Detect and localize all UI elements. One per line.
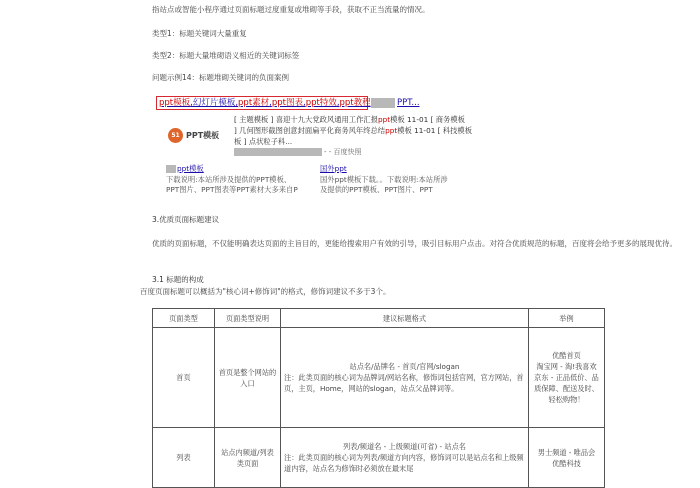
cell-page-type: 列表 xyxy=(153,428,215,488)
table-row xyxy=(153,328,605,428)
cell-title-format xyxy=(281,328,529,428)
site-logo xyxy=(168,126,230,146)
example-item: 京东 - 正品低价、品质保障、配送及时、轻松购物！ xyxy=(534,373,599,404)
table-header-row xyxy=(153,309,605,328)
cell-page-type: 首页 xyxy=(153,328,215,428)
type2-line: 类型2：标题大量堆砌语义相近的关键词标签 xyxy=(152,51,300,60)
sub-result-left-line: PPT图片、PPT图表等PPT素材大多来自P xyxy=(166,185,298,194)
logo-text: PPT模板 xyxy=(186,131,220,140)
sub-result-left-line: 下载说明:本站所涉及提供的PPT模板、 xyxy=(166,174,292,184)
cell-example xyxy=(529,328,605,428)
cell-page-desc: 首页是整个网站的入口 xyxy=(215,328,281,428)
section3-heading: 3.优质页面标题建议 xyxy=(152,215,220,224)
sub-result-left-link[interactable]: ppt模板 xyxy=(177,164,204,173)
section31-paragraph: 百度页面标题可以概括为"核心词+修饰词"的格式，修饰词建议不多于3个。 xyxy=(140,287,391,296)
table-header: 举例 xyxy=(529,309,605,328)
example-label: 问题示例14：标题堆砌关键词的负面案例 xyxy=(152,73,290,82)
example-item: 男士频道 - 唯品会 xyxy=(537,447,596,457)
cell-example xyxy=(529,428,605,488)
format-note: 注：此类页面的核心词为品牌词/网站名称，修饰词包括官网，官方网站，首页，主页，Home，网站的slogan，站点父品牌词等。 xyxy=(284,373,524,393)
sub-result-right xyxy=(320,164,448,196)
example-item: 优酷科技 xyxy=(552,458,581,468)
format-note: 注：此类页面的核心词为列表/频道方向内容，修饰词可以是站点名和上级频道内容，站点名为修饰时必须放在最末尾 xyxy=(284,453,524,473)
intro-line: 指站点或智能小程序通过页面标题过度重复或堆砌等手段，获取不正当流量的情况。 xyxy=(152,5,430,14)
table-row xyxy=(153,428,605,488)
section3-paragraph: 优质的页面标题，不仅能明确表达页面的主旨目的，更能给搜索用户有效的引导，吸引目标用户点击。对符合优质规范的标题，百度将会给予更多的展现优待。 xyxy=(152,239,677,248)
sub-result-left xyxy=(166,164,298,196)
table-header: 页面类型说明 xyxy=(215,309,281,328)
format-main: 列表/频道名 - 上级频道(可省) - 站点名 xyxy=(343,442,466,451)
search-result-example xyxy=(152,96,472,208)
serp-snippet: [ 主题模板 ] 喜迎十九大党政风通用工作汇报ppt模板 11-01 [ 商务模板 ] 几何图形截图创意封面扁平化商务风年终总结ppt模板 11-01 [ 科技模板 板 ] 点状粒子科... xyxy=(234,115,473,146)
format-main: 站点名/品牌名 - 首页/官网/slogan xyxy=(349,362,460,371)
redacted-url xyxy=(234,148,322,156)
example-item: 淘宝网 - 淘!我喜欢 xyxy=(536,362,597,371)
section31-heading: 3.1 标题的构成 xyxy=(152,275,204,284)
logo-mark: 51 xyxy=(168,128,183,143)
redacted-block xyxy=(166,165,176,173)
type1-line: 类型1：标题关键词大量重复 xyxy=(152,29,247,38)
title-format-table xyxy=(152,308,605,488)
sub-result-right-line: 国外ppt模板下载。。下载说明:本站所涉 xyxy=(320,174,448,184)
sub-result-right-line: 及提供的PPT模板、PPT图片、PPT xyxy=(320,185,433,194)
sub-result-right-link[interactable]: 国外ppt xyxy=(320,164,347,173)
redacted-block xyxy=(371,98,395,108)
serp-title-link[interactable]: ppt模板,幻灯片模板,ppt素材,ppt图表,ppt特效,ppt教程 xyxy=(159,98,371,108)
serp-title-rest[interactable]: PPT... xyxy=(397,98,420,108)
table-header: 建议标题格式 xyxy=(281,309,529,328)
table-header: 页面类型 xyxy=(153,309,215,328)
cell-page-desc: 站点内频道/列表类页面 xyxy=(215,428,281,488)
baidu-snapshot-link[interactable]: - - 百度快照 xyxy=(324,148,362,156)
example-item: 优酷首页 xyxy=(552,351,581,360)
cell-title-format xyxy=(281,428,529,488)
